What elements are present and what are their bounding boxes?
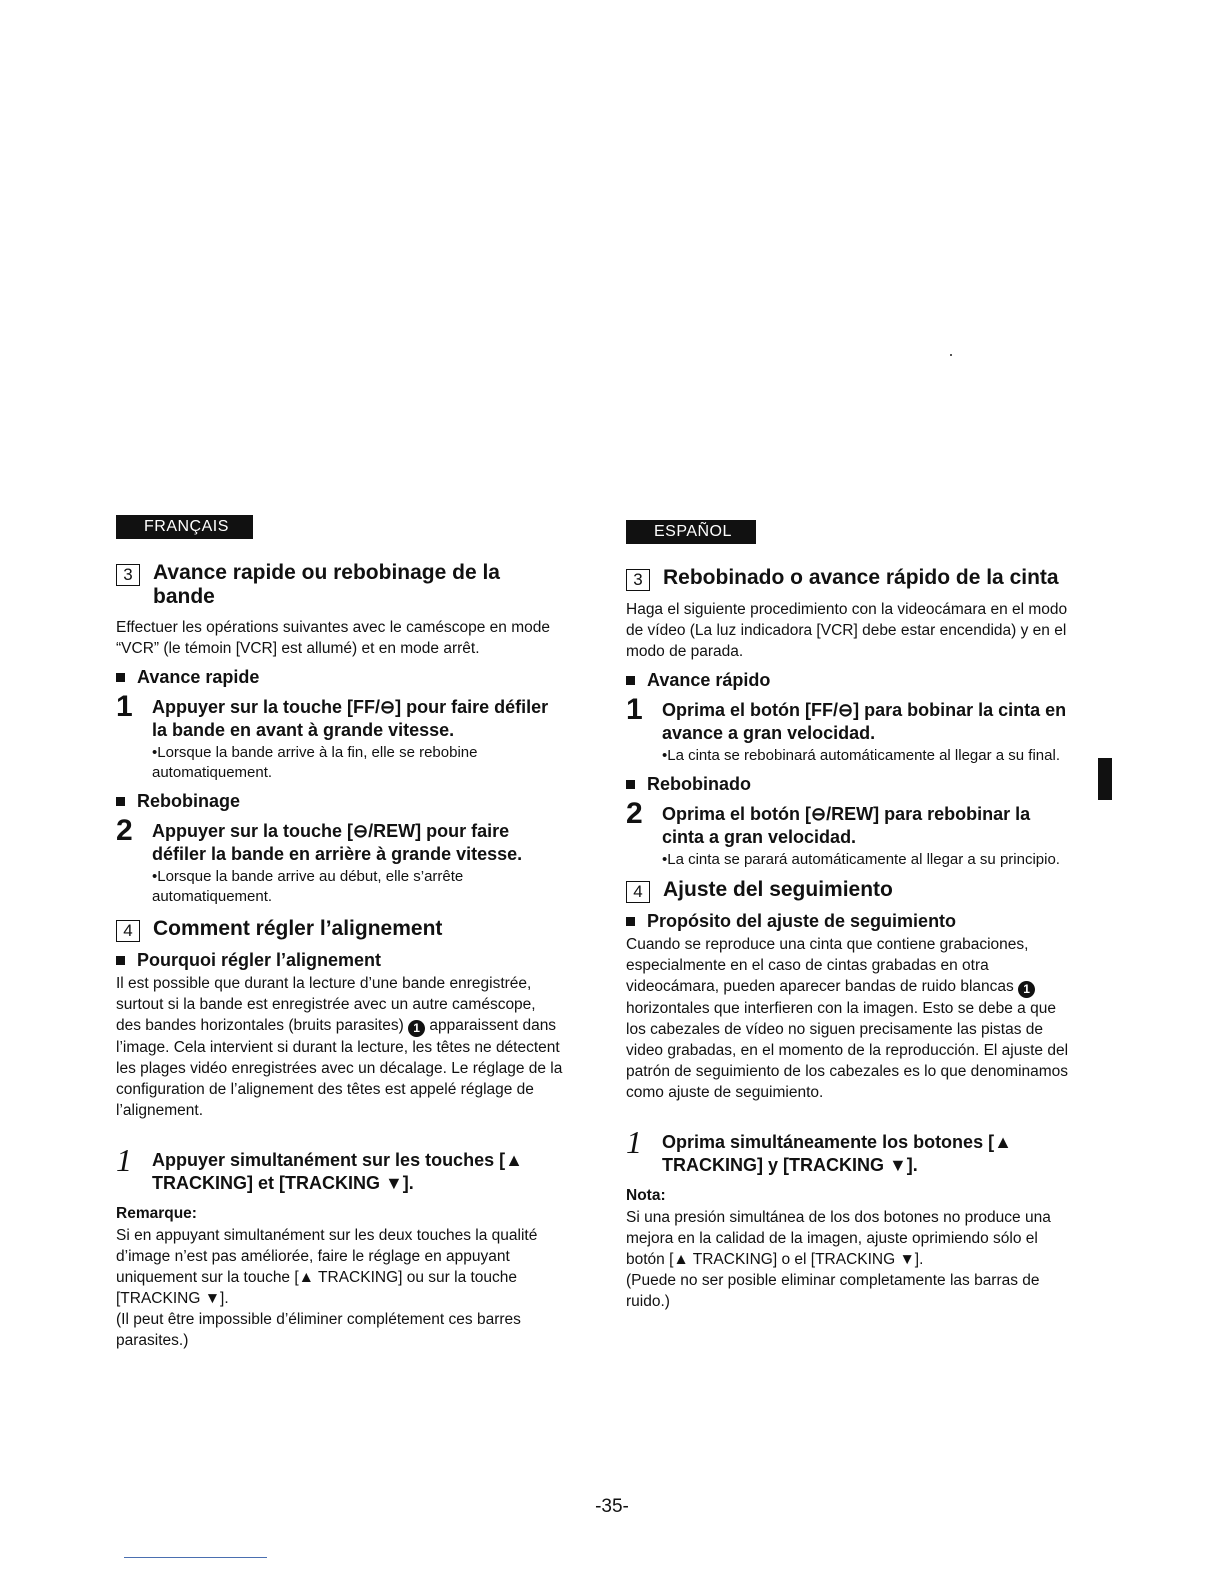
subheading-text: Avance rapide xyxy=(137,667,260,687)
section-3-heading-fr xyxy=(116,561,564,609)
paragraph-part: horizontales que interfieren con la imagen. Esto se debe a que los cabezales de vídeo no siguen precisamente las pistas de video grabadas, en el momento de la reproducción. El ajuste del patrón de seguimiento de los cabezales es lo que denominamos como ajuste de seguimiento. xyxy=(626,1000,1069,1101)
square-bullet-icon xyxy=(116,673,125,682)
subheading-text: Rebobinado xyxy=(647,774,751,794)
step-instruction: Appuyer sur la touche [⊖/REW] pour faire défiler la bande en arrière à grande vitesse. xyxy=(152,821,523,864)
section-title: Comment régler l’alignement xyxy=(153,917,443,940)
intro-paragraph: Effectuer les opérations suivantes avec le caméscope en mode “VCR” (le témoin [VCR] est allumé) et en mode arrêt. xyxy=(116,619,550,657)
square-bullet-icon xyxy=(116,956,125,965)
callout-1-icon: 1 xyxy=(408,1020,425,1037)
step-1-es xyxy=(626,695,1074,766)
step-instruction: Appuyer simultanément sur les touches [▲ TRACKING] et [TRACKING ▼]. xyxy=(152,1150,523,1193)
step-number: 1 xyxy=(116,690,133,723)
section-number-box: 3 xyxy=(626,569,650,591)
scan-speck xyxy=(950,354,952,356)
square-bullet-icon xyxy=(626,676,635,685)
step-2-fr xyxy=(116,816,564,907)
step-number: 2 xyxy=(626,797,643,830)
step-2-es xyxy=(626,799,1074,870)
page-number: -35- xyxy=(595,1496,629,1517)
tracking-explanation xyxy=(626,934,1074,1103)
subheading-tracking-purpose-es xyxy=(626,911,1074,932)
section-number-box: 3 xyxy=(116,564,140,586)
section-title: Ajuste del seguimiento xyxy=(663,878,893,901)
callout-1-icon: 1 xyxy=(1018,981,1035,998)
step-number: 2 xyxy=(116,814,133,847)
step-1-fr xyxy=(116,692,564,783)
language-tag-french: FRANÇAIS xyxy=(116,515,253,539)
section-title: Rebobinado o avance rápido de la cinta xyxy=(663,566,1059,589)
remark-text: Si una presión simultánea de los dos botones no produce una mejora en la calidad de la imagen, ajuste oprimiendo sólo el botón [▲ TRACKING] o el [TRACKING ▼]. xyxy=(626,1209,1051,1268)
subheading-text: Pourquoi régler l’alignement xyxy=(137,950,382,970)
subheading-rewind-es xyxy=(626,774,1074,795)
tracking-explanation xyxy=(116,973,564,1121)
step-number: 1 xyxy=(626,1124,642,1160)
bottom-rule xyxy=(124,1557,267,1558)
remark-text: Si en appuyant simultanément sur les deux touches la qualité d’image n’est pas améliorée, faire le réglage en appuyant uniquement sur la touche [▲ TRACKING] ou sur la touche [TRACKING ▼]. xyxy=(116,1227,538,1307)
section-3-heading-es xyxy=(626,566,1074,591)
subheading-rewind-fr xyxy=(116,791,564,812)
step-tracking-es xyxy=(626,1124,1074,1177)
language-tag-spanish: ESPAÑOL xyxy=(626,520,756,544)
section-4-heading-es xyxy=(626,878,1074,903)
edge-index-tab xyxy=(1098,758,1112,800)
step-note: •La cinta se rebobinará automáticamente al llegar a su final. xyxy=(662,747,1060,764)
step-number: 1 xyxy=(116,1142,132,1178)
square-bullet-icon xyxy=(116,797,125,806)
step-instruction: Oprima el botón [⊖/REW] para rebobinar la cinta a gran velocidad. xyxy=(662,804,1031,847)
remark-title: Remarque: xyxy=(116,1205,197,1222)
paragraph-part: apparaissent dans l’image. Cela intervient si durant la lecture, les têtes ne détectent les plages vidéo enregistrées avec un décalage. Le réglage de la configuration de l’alignement des têtes est appelé réglage de l’alignement. xyxy=(116,1017,563,1119)
subheading-fast-forward-es xyxy=(626,670,1074,691)
step-instruction: Oprima simultáneamente los botones [▲ TRACKING] y [TRACKING ▼]. xyxy=(662,1132,1012,1175)
remark-text-2: (Puede no ser posible eliminar completamente las barras de ruido.) xyxy=(626,1272,1040,1310)
subheading-text: Propósito del ajuste de seguimiento xyxy=(647,911,957,931)
section-number-box: 4 xyxy=(116,920,140,942)
remark-text-2: (Il peut être impossible d’éliminer complétement ces barres parasites.) xyxy=(116,1311,521,1349)
step-note: •La cinta se parará automáticamente al llegar a su principio. xyxy=(662,851,1060,868)
paragraph-part: Cuando se reproduce una cinta que contiene grabaciones, especialmente en el caso de cintas grabadas en otra videocámara, pueden aparecer bandas de ruido blancas xyxy=(626,936,1029,995)
step-note: •Lorsque la bande arrive au début, elle s’arrête automatiquement. xyxy=(152,868,464,905)
spanish-column xyxy=(626,515,1074,1318)
step-instruction: Oprima el botón [FF/⊖] para bobinar la cinta en avance a gran velocidad. xyxy=(662,700,1067,743)
subheading-fast-forward-fr xyxy=(116,667,564,688)
section-title: Avance rapide ou rebobinage de la bande xyxy=(153,561,500,608)
subheading-why-tracking-fr xyxy=(116,950,564,971)
square-bullet-icon xyxy=(626,780,635,789)
paragraph-part: Il est possible que durant la lecture d’une bande enregistrée, surtout si la bande est enregistrée avec un autre caméscope, des bandes horizontales (bruits parasites) xyxy=(116,975,536,1034)
square-bullet-icon xyxy=(626,917,635,926)
subheading-text: Rebobinage xyxy=(137,791,241,811)
remark-title: Nota: xyxy=(626,1187,666,1204)
step-tracking-fr xyxy=(116,1142,564,1195)
french-column xyxy=(116,515,564,1357)
step-number: 1 xyxy=(626,693,643,726)
section-4-heading-fr xyxy=(116,917,564,942)
section-number-box: 4 xyxy=(626,881,650,903)
subheading-text: Avance rápido xyxy=(647,670,771,690)
step-note: •Lorsque la bande arrive à la fin, elle se rebobine automatiquement. xyxy=(152,744,478,781)
intro-paragraph: Haga el siguiente procedimiento con la videocámara en el modo de vídeo (La luz indicadora [VCR] debe estar encendida) y en el modo de parada. xyxy=(626,601,1068,660)
step-instruction: Appuyer sur la touche [FF/⊖] pour faire défiler la bande en avant à grande vitesse. xyxy=(152,697,549,740)
